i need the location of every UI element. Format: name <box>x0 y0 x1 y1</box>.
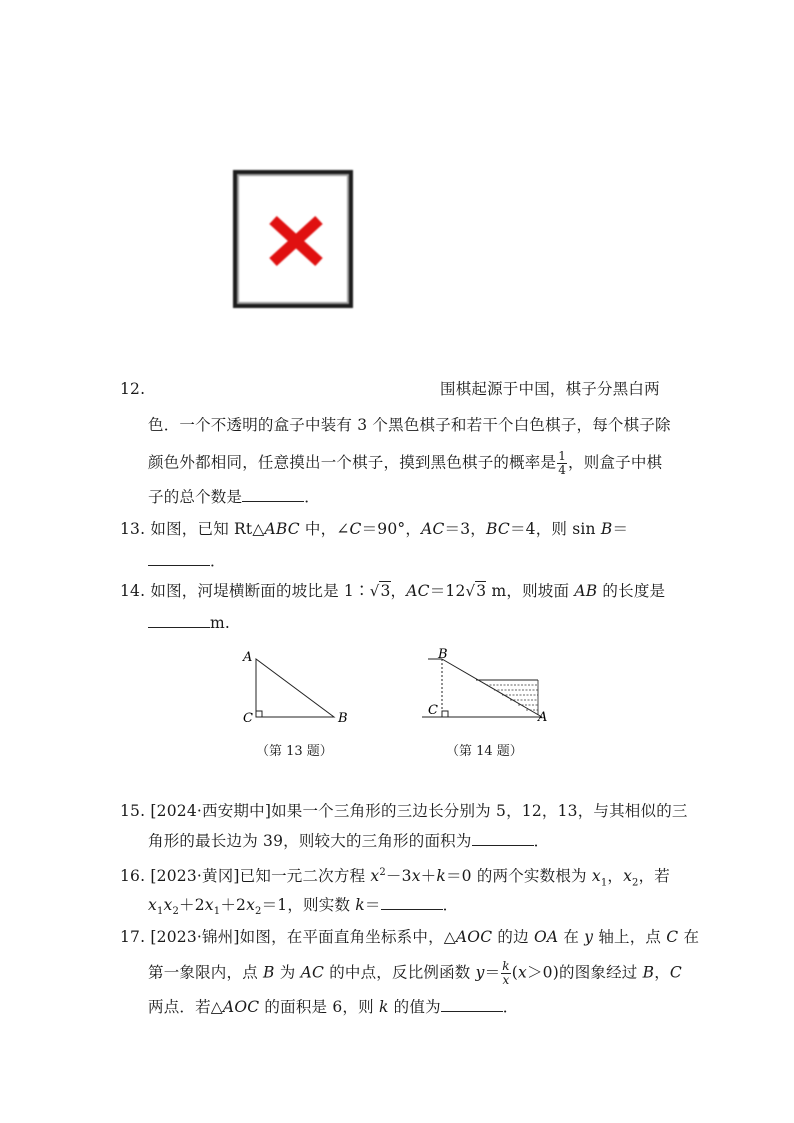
q14-line-2: m. <box>148 612 230 634</box>
q17-line-1: 17. [2023·锦州]如图，在平面直角坐标系中，△AOC 的边 OA 在 y 轴上，点 C 在 <box>120 928 700 946</box>
figure-13-triangle <box>238 645 358 730</box>
sqrt-icon: √ <box>465 582 476 600</box>
q17-number: 17. <box>120 928 146 946</box>
q12-line-4: 子的总个数是 ． <box>148 488 320 506</box>
vertex-a-label: A <box>538 710 548 725</box>
q13-line-1: 13. 如图，已知 Rt△ABC 中，∠C＝90°，AC＝3，BC＝4，则 sin B＝ <box>120 520 629 538</box>
answer-blank[interactable] <box>472 831 534 846</box>
q12-line-1: 围棋起源于中国，棋子分黑白两 <box>440 380 660 398</box>
function-fraction: $\frac{k}{x}$ <box>502 959 510 987</box>
q17-line-2: 第一象限内，点 B 为 AC 的中点，反比例函数 y＝ $\frac{k}{x}$ (x＞0)的图象经过 B，C <box>148 959 682 987</box>
probability-fraction: $\frac{1}{4}$ <box>558 449 567 477</box>
q12-text: 颜色外都相同，任意摸出一个棋子，摸到黑色棋子的概率是 <box>148 453 557 472</box>
vertex-b-label: B <box>438 647 448 662</box>
vertex-c-label: C <box>243 711 253 726</box>
broken-image-placeholder <box>233 170 353 308</box>
q15-line-1: 15. [2024·西安期中]如果一个三角形的三边长分别为 5，12，13，与其相似的三 <box>120 802 688 820</box>
q16-number: 16. <box>120 867 146 886</box>
figure-14-caption: （第 14 题） <box>446 744 523 759</box>
answer-blank[interactable] <box>148 551 210 566</box>
answer-blank[interactable] <box>381 895 443 910</box>
answer-blank[interactable] <box>242 487 304 502</box>
figure-14-embankment <box>420 645 560 730</box>
broken-image-icon <box>265 210 327 272</box>
q15-number: 15. <box>120 802 146 820</box>
figure-13-caption: （第 13 题） <box>256 744 333 759</box>
q12-number: 12. <box>120 380 146 398</box>
vertex-a-label: A <box>243 650 253 665</box>
vertex-c-label: C <box>428 703 438 718</box>
q13-number: 13. <box>120 520 146 538</box>
q14-line-1: 14. 如图，河堤横断面的坡比是 1∶√3，AC＝12√3 m，则坡面 AB 的长度是 <box>120 582 666 600</box>
answer-blank[interactable] <box>441 997 503 1012</box>
q12-line-3 <box>148 450 662 477</box>
q13-line-2: ． <box>148 550 226 572</box>
vertex-b-label: B <box>338 711 348 726</box>
q12-line-2: 色．一个不透明的盒子中装有 3 个黑色棋子和若干个白色棋子，每个棋子除 <box>148 416 671 434</box>
answer-blank[interactable] <box>148 613 210 628</box>
q17-line-3: 两点．若△AOC 的面积是 6，则 k 的值为 ． <box>148 998 519 1016</box>
sqrt-icon: √ <box>369 582 380 600</box>
q16-line-2: $x_1x_2+2x_1+2x_2=1$，则实数 k＝ ． <box>148 896 459 918</box>
q15-line-2: 角形的最长边为 39，则较大的三角形的面积为 ． <box>148 832 550 850</box>
q12-text-tail: ，则盒子中棋 <box>568 453 663 472</box>
q16-line-1: 16. [2023·黄冈]已知一元二次方程 $x^2-3x+k=0$ 的两个实数根为 $x_1$，$x_2$，若 <box>120 867 670 889</box>
q14-number: 14. <box>120 582 146 600</box>
